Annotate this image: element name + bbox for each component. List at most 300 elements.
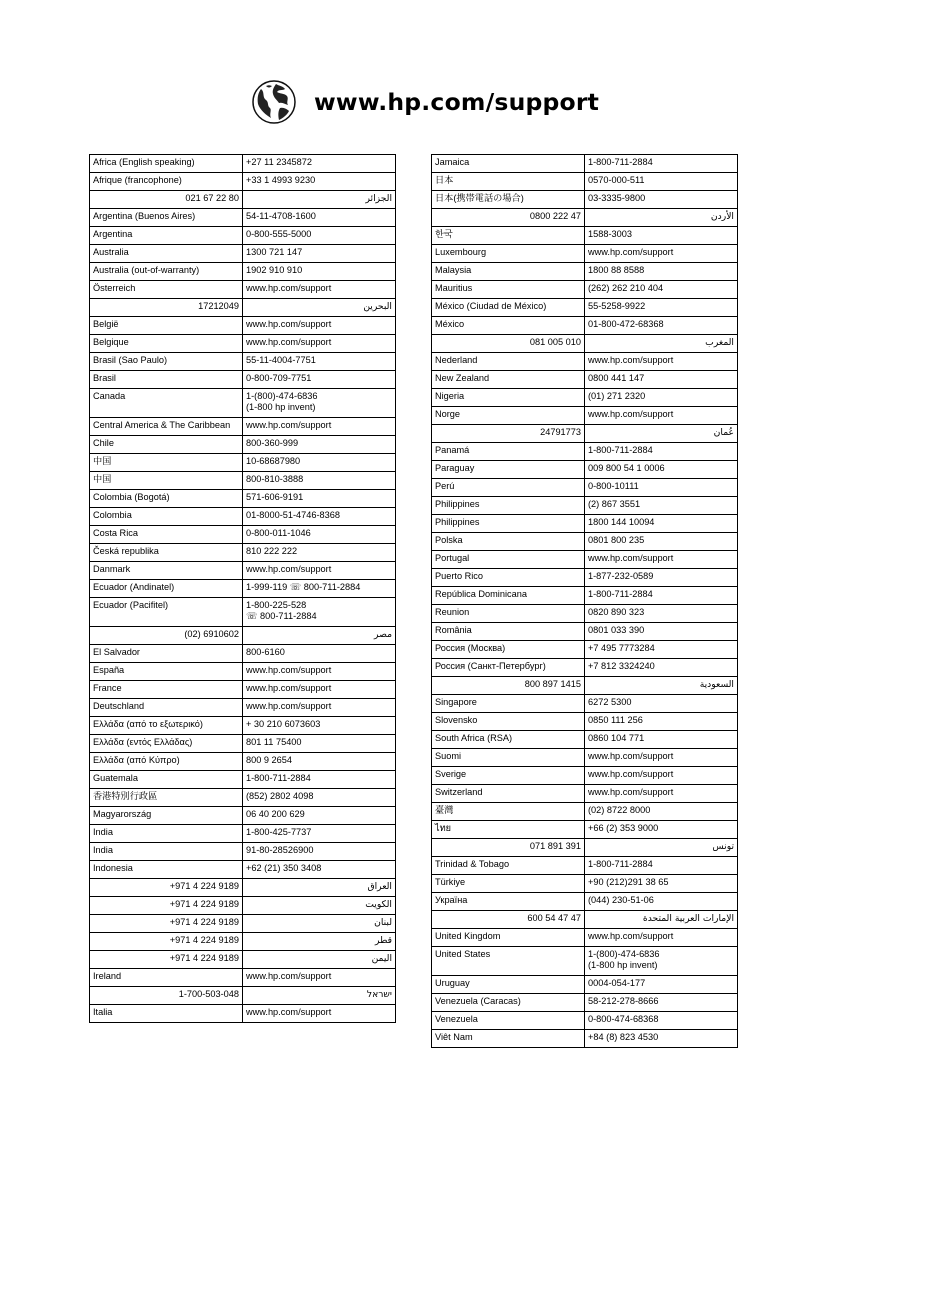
- table-row: [432, 911, 738, 929]
- phone-line: 1-800-711-2884: [246, 773, 311, 783]
- phone-line: www.hp.com/support: [588, 787, 674, 797]
- phone-line: 01-8000-51-4746-8368: [246, 510, 340, 520]
- phone-number: [585, 281, 738, 299]
- table-row: [432, 407, 738, 425]
- phone-line: www.hp.com/support: [246, 971, 332, 981]
- country-name: ไทย: [432, 821, 585, 839]
- phone-line: 0820 890 323: [588, 607, 645, 617]
- country-name: المغرب: [585, 335, 738, 353]
- country-name: الأردن: [585, 209, 738, 227]
- phone-number: [243, 771, 396, 789]
- phone-line: 1-877-232-0589: [588, 571, 654, 581]
- phone-number: 24791773: [432, 425, 585, 443]
- country-name: South Africa (RSA): [432, 731, 585, 749]
- table-row: [432, 299, 738, 317]
- phone-line: 1300 721 147: [246, 247, 303, 257]
- phone-line: 1800 144 10094: [588, 517, 655, 527]
- table-row: [432, 767, 738, 785]
- phone-line: 0-800-10111: [588, 481, 639, 491]
- phone-line: www.hp.com/support: [588, 355, 674, 365]
- phone-line: 0-800-474-68368: [588, 1014, 659, 1024]
- phone-line: ☏ 800-711-2884: [246, 611, 317, 621]
- phone-number: [243, 472, 396, 490]
- phone-number: [585, 767, 738, 785]
- country-name: الجزائر: [243, 191, 396, 209]
- country-name: Ecuador (Andinatel): [90, 580, 243, 598]
- table-row: [90, 717, 396, 735]
- phone-number: [243, 843, 396, 861]
- table-row: [432, 353, 738, 371]
- country-name: Panamá: [432, 443, 585, 461]
- phone-number: [585, 533, 738, 551]
- table-row: [90, 317, 396, 335]
- country-name: اليمن: [243, 951, 396, 969]
- phone-line: (262) 262 210 404: [588, 283, 664, 293]
- table-row: [432, 994, 738, 1012]
- table-row: [90, 562, 396, 580]
- phone-number: [585, 515, 738, 533]
- phone-line: +62 (21) 350 3408: [246, 863, 322, 873]
- table-row: [90, 645, 396, 663]
- phone-number: [243, 699, 396, 717]
- phone-number: 0800 222 47: [432, 209, 585, 227]
- country-name: Россия (Москва): [432, 641, 585, 659]
- phone-line: 58-212-278-8666: [588, 996, 659, 1006]
- phone-number: [243, 681, 396, 699]
- phone-line: www.hp.com/support: [246, 665, 332, 675]
- phone-line: 0801 800 235: [588, 535, 645, 545]
- phone-number: [243, 580, 396, 598]
- table-row: [90, 699, 396, 717]
- table-row: [90, 897, 396, 915]
- table-row: [432, 389, 738, 407]
- country-name: India: [90, 843, 243, 861]
- table-row: [90, 526, 396, 544]
- table-row: [90, 771, 396, 789]
- phone-line: 0-800-011-1046: [246, 528, 311, 538]
- country-name: Perú: [432, 479, 585, 497]
- phone-number: [585, 389, 738, 407]
- phone-number: [243, 353, 396, 371]
- table-row: [432, 1012, 738, 1030]
- phone-line: 800-360-999: [246, 438, 299, 448]
- country-name: الكويت: [243, 897, 396, 915]
- phone-line: 0800 441 147: [588, 373, 645, 383]
- country-name: Chile: [90, 436, 243, 454]
- table-row: [90, 155, 396, 173]
- table-row: [432, 749, 738, 767]
- phone-line: 800-6160: [246, 647, 285, 657]
- phone-number: [243, 263, 396, 281]
- table-row: [432, 461, 738, 479]
- country-name: Ελλάδα (εντός Ελλάδας): [90, 735, 243, 753]
- table-row: [90, 490, 396, 508]
- phone-line: www.hp.com/support: [246, 319, 332, 329]
- phone-line: +84 (8) 823 4530: [588, 1032, 659, 1042]
- phone-number: [585, 569, 738, 587]
- phone-number: [243, 317, 396, 335]
- phone-line: 1-(800)-474-6836: [246, 391, 318, 401]
- phone-line: (01) 271 2320: [588, 391, 646, 401]
- country-name: Suomi: [432, 749, 585, 767]
- country-name: Costa Rica: [90, 526, 243, 544]
- phone-line: 0-800-709-7751: [246, 373, 312, 383]
- country-name: Singapore: [432, 695, 585, 713]
- phone-line: (044) 230-51-06: [588, 895, 654, 905]
- phone-line: (2) 867 3551: [588, 499, 641, 509]
- country-name: 中国: [90, 454, 243, 472]
- table-row: [90, 735, 396, 753]
- country-name: Magyarország: [90, 807, 243, 825]
- country-name: Deutschland: [90, 699, 243, 717]
- phone-number: [585, 461, 738, 479]
- phone-line: 800-810-3888: [246, 474, 304, 484]
- country-name: 한국: [432, 227, 585, 245]
- phone-line: 03-3335-9800: [588, 193, 646, 203]
- country-name: Australia: [90, 245, 243, 263]
- phone-line: 801 11 75400: [246, 737, 302, 747]
- phone-line: 1-800-225-528: [246, 600, 307, 610]
- phone-line: 1800 88 8588: [588, 265, 645, 275]
- phone-line: 1-800-711-2884: [588, 589, 653, 599]
- country-name: Switzerland: [432, 785, 585, 803]
- phone-number: [585, 749, 738, 767]
- country-name: عُمان: [585, 425, 738, 443]
- country-name: Guatemala: [90, 771, 243, 789]
- phone-line: www.hp.com/support: [246, 701, 332, 711]
- table-row: [90, 472, 396, 490]
- phone-line: www.hp.com/support: [588, 931, 674, 941]
- table-row: [90, 544, 396, 562]
- table-row: [432, 569, 738, 587]
- country-name: السعودية: [585, 677, 738, 695]
- phone-number: [585, 821, 738, 839]
- country-name: Canada: [90, 389, 243, 418]
- table-row: [90, 299, 396, 317]
- phone-number: [243, 526, 396, 544]
- phone-line: +33 1 4993 9230: [246, 175, 316, 185]
- table-row: [432, 821, 738, 839]
- phone-line: 1-800-711-2884: [588, 445, 653, 455]
- phone-number: [585, 191, 738, 209]
- table-row: [90, 789, 396, 807]
- phone-number: 021 67 22 80: [90, 191, 243, 209]
- country-name: Mauritius: [432, 281, 585, 299]
- table-row: [90, 843, 396, 861]
- table-row: [90, 454, 396, 472]
- phone-line: 571-606-9191: [246, 492, 304, 502]
- table-row: [432, 371, 738, 389]
- country-name: Portugal: [432, 551, 585, 569]
- phone-line: (02) 8722 8000: [588, 805, 651, 815]
- phone-number: [585, 227, 738, 245]
- country-name: México (Ciudad de México): [432, 299, 585, 317]
- phone-line: 009 800 54 1 0006: [588, 463, 665, 473]
- phone-number: [243, 281, 396, 299]
- phone-number: [243, 807, 396, 825]
- country-name: Reunion: [432, 605, 585, 623]
- phone-line: 1-(800)-474-6836: [588, 949, 660, 959]
- country-name: Colombia (Bogotá): [90, 490, 243, 508]
- country-name: Venezuela: [432, 1012, 585, 1030]
- table-row: [432, 929, 738, 947]
- phone-number: [243, 173, 396, 191]
- table-row: [432, 515, 738, 533]
- phone-number: +971 4 224 9189: [90, 897, 243, 915]
- support-header: [252, 80, 599, 124]
- phone-line: +27 11 2345872: [246, 157, 312, 167]
- phone-line: 91-80-28526900: [246, 845, 314, 855]
- phone-number: [243, 717, 396, 735]
- phone-number: 081 005 010: [432, 335, 585, 353]
- table-row: [432, 173, 738, 191]
- support-url[interactable]: www.hp.com/support: [314, 88, 600, 116]
- country-name: Norge: [432, 407, 585, 425]
- country-name: 日本(携帯電話の場合): [432, 191, 585, 209]
- country-name: Sverige: [432, 767, 585, 785]
- phone-number: [585, 731, 738, 749]
- phone-line: www.hp.com/support: [588, 553, 674, 563]
- phone-number: [585, 994, 738, 1012]
- phone-line: 6272 5300: [588, 697, 632, 707]
- country-name: Brasil (Sao Paulo): [90, 353, 243, 371]
- phone-number: [243, 825, 396, 843]
- table-row: [432, 335, 738, 353]
- phone-line: 1-999-119 ☏ 800-711-2884: [246, 582, 361, 592]
- country-name: الإمارات العربية المتحدة: [585, 911, 738, 929]
- phone-number: [585, 976, 738, 994]
- table-row: [432, 785, 738, 803]
- country-name: United Kingdom: [432, 929, 585, 947]
- phone-line: 54-11-4708-1600: [246, 211, 316, 221]
- phone-number: [243, 371, 396, 389]
- country-name: Österreich: [90, 281, 243, 299]
- table-row: [432, 839, 738, 857]
- table-row: [432, 623, 738, 641]
- phone-number: [243, 598, 396, 627]
- table-row: [90, 263, 396, 281]
- phone-number: [243, 753, 396, 771]
- table-row: [432, 875, 738, 893]
- table-row: [90, 580, 396, 598]
- country-name: Jamaica: [432, 155, 585, 173]
- table-row: [90, 598, 396, 627]
- phone-line: 06 40 200 629: [246, 809, 305, 819]
- phone-number: +971 4 224 9189: [90, 951, 243, 969]
- table-row: [90, 969, 396, 987]
- table-row: [90, 987, 396, 1005]
- table-row: [432, 976, 738, 994]
- table-row: [432, 425, 738, 443]
- phone-number: [243, 418, 396, 436]
- country-name: New Zealand: [432, 371, 585, 389]
- phone-number: [585, 713, 738, 731]
- phone-number: [585, 1030, 738, 1048]
- phone-number: +971 4 224 9189: [90, 915, 243, 933]
- phone-number: [585, 299, 738, 317]
- table-row: [432, 497, 738, 515]
- country-name: Venezuela (Caracas): [432, 994, 585, 1012]
- country-name: España: [90, 663, 243, 681]
- phone-line: www.hp.com/support: [246, 1007, 332, 1017]
- country-name: Italia: [90, 1005, 243, 1023]
- table-row: [432, 1030, 738, 1048]
- country-name: Central America & The Caribbean: [90, 418, 243, 436]
- country-name: Ecuador (Pacifitel): [90, 598, 243, 627]
- country-name: Nigeria: [432, 389, 585, 407]
- phone-number: [243, 389, 396, 418]
- phone-number: 17212049: [90, 299, 243, 317]
- country-name: United States: [432, 947, 585, 976]
- table-row: [90, 436, 396, 454]
- country-name: France: [90, 681, 243, 699]
- phone-line: 0-800-555-5000: [246, 229, 312, 239]
- phone-number: [585, 353, 738, 371]
- table-row: [90, 335, 396, 353]
- table-row: [432, 659, 738, 677]
- table-row: [432, 893, 738, 911]
- phone-number: 1-700-503-048: [90, 987, 243, 1005]
- table-row: [90, 173, 396, 191]
- phone-number: [585, 245, 738, 263]
- phone-line: www.hp.com/support: [246, 564, 332, 574]
- phone-number: [585, 659, 738, 677]
- phone-line: 1588-3003: [588, 229, 632, 239]
- phone-number: [243, 663, 396, 681]
- country-name: El Salvador: [90, 645, 243, 663]
- phone-line: +90 (212)291 38 65: [588, 877, 669, 887]
- phone-line: (852) 2802 4098: [246, 791, 314, 801]
- phone-number: [243, 562, 396, 580]
- country-name: قطر: [243, 933, 396, 951]
- phone-line: www.hp.com/support: [246, 420, 332, 430]
- phone-line: 810 222 222: [246, 546, 298, 556]
- phone-line: 55-5258-9922: [588, 301, 646, 311]
- phone-line: www.hp.com/support: [588, 247, 674, 257]
- country-name: لبنان: [243, 915, 396, 933]
- phone-line: www.hp.com/support: [246, 283, 332, 293]
- table-row: [432, 245, 738, 263]
- country-name: België: [90, 317, 243, 335]
- phone-line: www.hp.com/support: [246, 337, 332, 347]
- country-name: Danmark: [90, 562, 243, 580]
- phone-number: [243, 227, 396, 245]
- phone-line: 0004-054-177: [588, 978, 646, 988]
- country-name: Africa (English speaking): [90, 155, 243, 173]
- table-row: [90, 227, 396, 245]
- phone-number: [243, 1005, 396, 1023]
- country-name: Argentina: [90, 227, 243, 245]
- table-row: [432, 731, 738, 749]
- country-name: Slovensko: [432, 713, 585, 731]
- phone-number: [243, 245, 396, 263]
- phone-number: [585, 875, 738, 893]
- country-name: India: [90, 825, 243, 843]
- phone-number: [585, 641, 738, 659]
- table-row: [90, 191, 396, 209]
- table-row: [432, 803, 738, 821]
- table-row: [90, 951, 396, 969]
- country-name: Brasil: [90, 371, 243, 389]
- phone-line: 0860 104 771: [588, 733, 645, 743]
- phone-number: 800 897 1415: [432, 677, 585, 695]
- phone-number: +971 4 224 9189: [90, 879, 243, 897]
- phone-number: [243, 735, 396, 753]
- phone-line: (1-800 hp invent): [588, 960, 658, 970]
- table-row: [432, 533, 738, 551]
- country-name: Viêt Nam: [432, 1030, 585, 1048]
- phone-line: + 30 210 6073603: [246, 719, 321, 729]
- phone-line: 1902 910 910: [246, 265, 303, 275]
- phone-number: [585, 947, 738, 976]
- phone-line: www.hp.com/support: [588, 751, 674, 761]
- phone-number: +971 4 224 9189: [90, 933, 243, 951]
- country-name: Philippines: [432, 497, 585, 515]
- country-name: Argentina (Buenos Aires): [90, 209, 243, 227]
- country-name: Україна: [432, 893, 585, 911]
- country-name: Ελλάδα (από Κύπρο): [90, 753, 243, 771]
- phone-number: [243, 155, 396, 173]
- table-row: [90, 508, 396, 526]
- contact-table-left: [89, 154, 396, 1023]
- country-name: Trinidad & Tobago: [432, 857, 585, 875]
- phone-line: 0570-000-511: [588, 175, 645, 185]
- table-row: [432, 551, 738, 569]
- phone-number: [243, 436, 396, 454]
- phone-line: www.hp.com/support: [246, 683, 332, 693]
- phone-line: +7 812 3324240: [588, 661, 655, 671]
- phone-line: (1-800 hp invent): [246, 402, 316, 412]
- table-row: [432, 947, 738, 976]
- country-name: Luxembourg: [432, 245, 585, 263]
- phone-line: +7 495 7773284: [588, 643, 655, 653]
- country-name: تونس: [585, 839, 738, 857]
- phone-number: [585, 857, 738, 875]
- table-row: [432, 209, 738, 227]
- phone-number: [585, 407, 738, 425]
- country-name: 臺灣: [432, 803, 585, 821]
- country-name: Ireland: [90, 969, 243, 987]
- phone-number: [585, 893, 738, 911]
- table-row: [432, 227, 738, 245]
- table-row: [432, 155, 738, 173]
- contact-table-right: [431, 154, 738, 1048]
- table-row: [90, 1005, 396, 1023]
- phone-line: www.hp.com/support: [588, 409, 674, 419]
- phone-number: [585, 443, 738, 461]
- table-row: [90, 933, 396, 951]
- table-row: [90, 861, 396, 879]
- table-row: [90, 879, 396, 897]
- table-row: [90, 825, 396, 843]
- phone-number: [243, 209, 396, 227]
- country-name: 日本: [432, 173, 585, 191]
- phone-line: 01-800-472-68368: [588, 319, 664, 329]
- phone-number: [585, 155, 738, 173]
- phone-number: [585, 317, 738, 335]
- phone-number: [585, 785, 738, 803]
- phone-number: [243, 544, 396, 562]
- table-row: [432, 263, 738, 281]
- table-row: [432, 713, 738, 731]
- country-name: Uruguay: [432, 976, 585, 994]
- phone-number: [585, 695, 738, 713]
- table-row: [432, 281, 738, 299]
- country-name: ישראל: [243, 987, 396, 1005]
- phone-line: www.hp.com/support: [588, 769, 674, 779]
- table-row: [90, 281, 396, 299]
- country-name: مصر: [243, 627, 396, 645]
